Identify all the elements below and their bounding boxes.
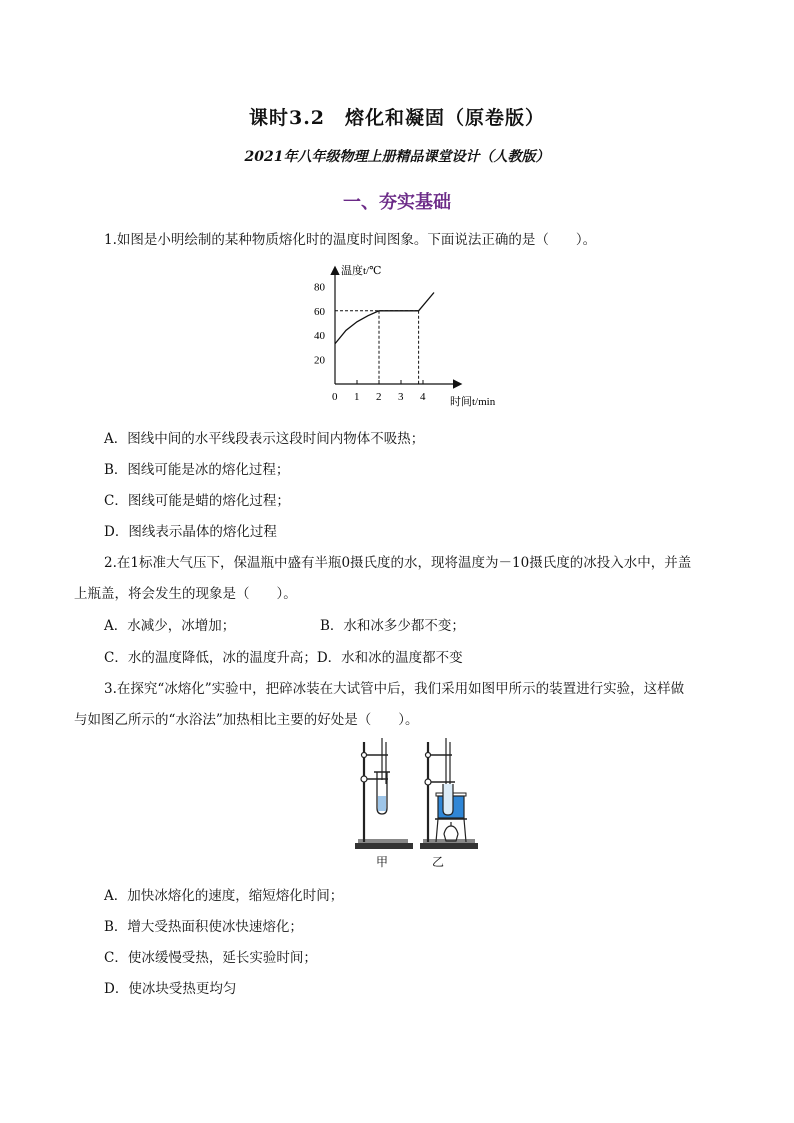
figure-label-yi: 乙: [432, 855, 445, 869]
q3-option-a: A．加快冰熔化的速度，缩短熔化时间；: [104, 888, 344, 904]
question-3-stem-line2: 与如图乙所示的“水浴法”加热相比主要的好处是（ ）。: [74, 712, 419, 728]
q2-options-c-d: C．水的温度降低，冰的温度升高；D．水和冰的温度都不变: [104, 650, 463, 666]
y-tick-label: 40: [314, 330, 325, 343]
question-3-stem-line1: 3.在探究“冰熔化”实验中，把碎冰装在大试管中后，我们采用如图甲所示的装置进行实验，这样做: [104, 681, 685, 697]
x-tick-label: 2: [376, 391, 382, 403]
figure-label-jia: 甲: [376, 855, 389, 869]
x-tick-label: 3: [398, 391, 404, 403]
question-2-stem-line2: 上瓶盖，将会发生的现象是（ ）。: [74, 586, 297, 602]
temperature-time-chart: [305, 260, 505, 410]
q1-option-b: B．图线可能是冰的熔化过程；: [104, 462, 290, 478]
x-tick-label: 4: [420, 391, 426, 403]
x-tick-label: 1: [354, 391, 360, 403]
question-2-stem-line1: 2.在1标准大气压下，保温瓶中盛有半瓶0摄氏度的水，现将温度为－10摄氏度的冰投入水中，并盖: [104, 555, 692, 571]
q3-option-b: B．增大受热面积使冰快速熔化；: [104, 919, 303, 935]
apparatus-figure: [350, 738, 480, 866]
q2-option-b: B．水和冰多少都不变；: [320, 618, 465, 634]
x-tick-label: 0: [332, 391, 338, 403]
q1-option-d: D．图线表示晶体的熔化过程: [104, 524, 277, 540]
apparatus-yi: [420, 738, 478, 849]
q3-option-d: D．使冰块受热更均匀: [104, 981, 237, 997]
q1-option-c: C．图线可能是蜡的熔化过程；: [104, 493, 290, 509]
series-line: [335, 293, 434, 344]
q1-option-a: A．图线中间的水平线段表示这段时间内物体不吸热；: [104, 431, 425, 447]
apparatus-jia: [355, 738, 413, 849]
y-tick-label: 80: [314, 281, 325, 294]
page-title: 课时3.2 熔化和凝固（原卷版）: [248, 107, 546, 129]
y-tick-label: 20: [314, 354, 325, 367]
q2-option-a: A．水减少，冰增加；: [104, 618, 236, 634]
section-heading: 一、夯实基础: [343, 192, 451, 213]
question-1-stem: 1.如图是小明绘制的某种物质熔化时的温度时间图象。下面说法正确的是（ ）。: [104, 232, 597, 248]
x-axis-label: 时间t/min: [450, 396, 496, 408]
y-tick-label: 60: [314, 305, 325, 318]
page-subtitle: 2021年八年级物理上册精品课堂设计（人教版）: [244, 149, 550, 165]
q3-option-c: C．使冰缓慢受热，延长实验时间；: [104, 950, 317, 966]
y-axis-label: 温度t/℃: [341, 265, 382, 277]
